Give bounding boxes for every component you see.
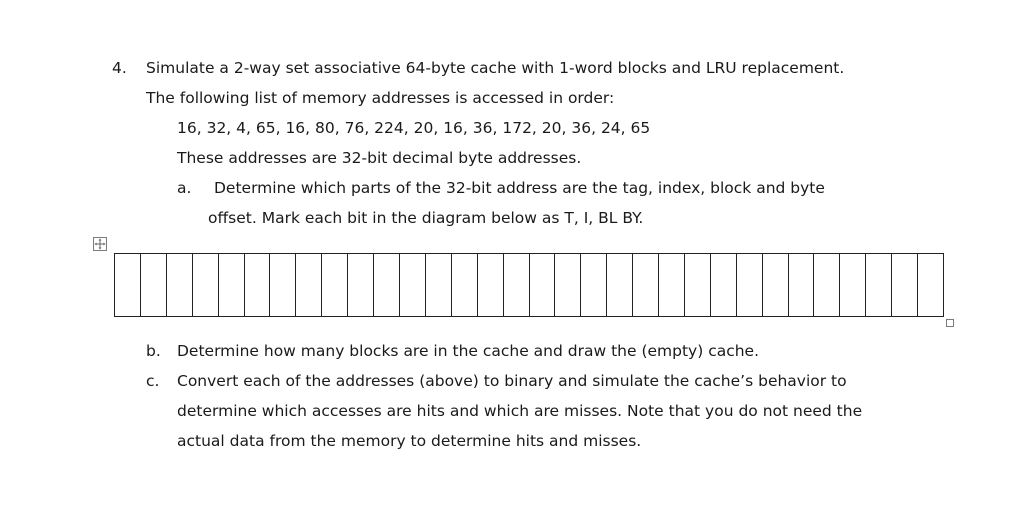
bit-cell[interactable] — [555, 254, 581, 317]
bit-cell[interactable] — [866, 254, 892, 317]
bit-cell[interactable] — [736, 254, 762, 317]
bit-cell[interactable] — [115, 254, 141, 317]
bit-cell[interactable] — [451, 254, 477, 317]
bit-cell[interactable] — [788, 254, 814, 317]
bit-cell[interactable] — [762, 254, 788, 317]
question-number: 4. — [112, 59, 127, 77]
bit-cell[interactable] — [633, 254, 659, 317]
bit-cell[interactable] — [140, 254, 166, 317]
bit-cell[interactable] — [244, 254, 270, 317]
bit-cell[interactable] — [710, 254, 736, 317]
bit-cell[interactable] — [348, 254, 374, 317]
bit-cell[interactable] — [840, 254, 866, 317]
bit-cell[interactable] — [477, 254, 503, 317]
bit-cell[interactable] — [322, 254, 348, 317]
address-bit-diagram — [114, 253, 944, 317]
part-c-line-2: determine which accesses are hits and which are misses. Note that you do not need the — [177, 402, 863, 420]
address-list: 16, 32, 4, 65, 16, 80, 76, 224, 20, 16, 36, 172, 20, 36, 24, 65 — [177, 119, 651, 137]
bit-cell[interactable] — [218, 254, 244, 317]
move-handle-icon[interactable] — [93, 237, 107, 251]
question-line-4: These addresses are 32-bit decimal byte addresses. — [177, 149, 582, 167]
question-line-2: The following list of memory addresses is accessed in order: — [146, 89, 615, 107]
bit-cell[interactable] — [814, 254, 840, 317]
bit-cell[interactable] — [684, 254, 710, 317]
bit-cell[interactable] — [607, 254, 633, 317]
bit-row — [115, 254, 944, 317]
part-c-label: c. — [146, 372, 160, 390]
part-c-line-1: Convert each of the addresses (above) to binary and simulate the cache’s behavior to — [177, 372, 847, 390]
bit-cell[interactable] — [399, 254, 425, 317]
bit-cell[interactable] — [270, 254, 296, 317]
part-a-label: a. — [177, 179, 192, 197]
bit-cell[interactable] — [166, 254, 192, 317]
bit-cell[interactable] — [892, 254, 918, 317]
part-b-line-1: Determine how many blocks are in the cache and draw the (empty) cache. — [177, 342, 760, 360]
bit-cell[interactable] — [918, 254, 944, 317]
part-a-line-1: Determine which parts of the 32-bit address are the tag, index, block and byte — [214, 179, 825, 197]
bit-cell[interactable] — [581, 254, 607, 317]
bit-cell[interactable] — [296, 254, 322, 317]
bit-cell[interactable] — [425, 254, 451, 317]
bit-cell[interactable] — [529, 254, 555, 317]
bit-cell[interactable] — [659, 254, 685, 317]
bit-cell[interactable] — [503, 254, 529, 317]
bit-cell[interactable] — [192, 254, 218, 317]
resize-handle-icon[interactable] — [946, 319, 954, 327]
part-a-line-2: offset. Mark each bit in the diagram below as T, I, BL BY. — [208, 209, 644, 227]
part-c-line-3: actual data from the memory to determine hits and misses. — [177, 432, 642, 450]
question-line-1: Simulate a 2-way set associative 64-byte cache with 1-word blocks and LRU replacement. — [146, 59, 845, 77]
bit-cell[interactable] — [374, 254, 400, 317]
part-b-label: b. — [146, 342, 161, 360]
